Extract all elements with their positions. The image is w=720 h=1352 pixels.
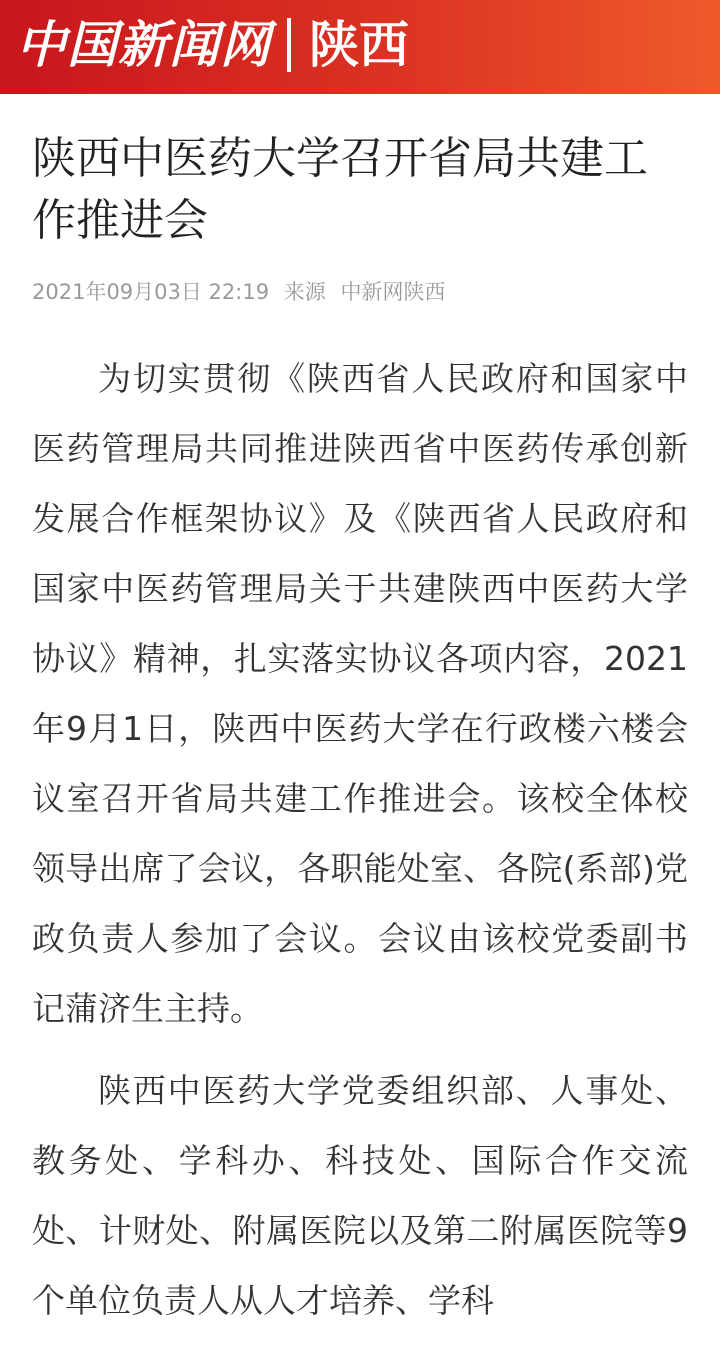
article-date: 2021年09月03日 22:19	[32, 280, 270, 304]
region-label: 陕西	[309, 16, 409, 74]
article-source: 中新网陕西	[340, 280, 446, 304]
article-container	[32, 94, 688, 1348]
article-paragraph: 陕西中医药大学党委组织部、人事处、教务处、学科办、科技处、国际合作交流处、计财处、附属医院以及第二附属医院等9个单位负责人从人才培养、学科	[32, 1071, 688, 1320]
site-logo: 中国新闻网	[16, 15, 271, 74]
site-brand[interactable]	[16, 12, 409, 78]
article-meta	[32, 272, 688, 312]
site-header	[0, 0, 720, 94]
source-label: 来源	[283, 280, 326, 304]
article-paragraph: 为切实贯彻《陕西省人民政府和国家中医药管理局共同推进陕西省中医药传承创新发展合作框架协议》及《陕西省人民政府和国家中医药管理局关于共建陕西中医药大学协议》精神，扎实落实协议各项内容，2021年9月1日，陕西中医药大学在行政楼六楼会议室召开省局共建工作推进会。该校全体校领导出席了会议，各职能处室、各院(系部)党政负责人参加了会议。会议由该校党委副书记蒲济生主持。	[32, 359, 688, 1028]
article-body	[32, 344, 688, 1336]
article-title: 陕西中医药大学召开省局共建工作推进会	[32, 133, 648, 246]
brand-divider	[287, 18, 291, 72]
